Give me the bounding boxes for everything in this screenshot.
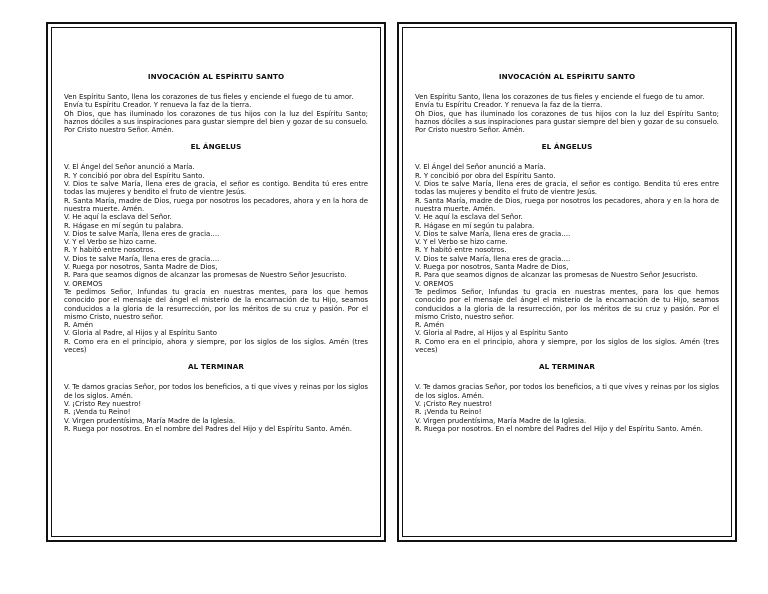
angelus-line: V. Dios te salve María, llena eres de gracia…. <box>415 229 571 238</box>
section-terminar <box>64 362 368 433</box>
invocacion-text <box>415 93 719 134</box>
angelus-line: R. Y habitó entre nosotros. <box>64 246 156 255</box>
angelus-line: R. Para que seamos dignos de alcanzar las promesas de Nuestro Señor Jesucristo. <box>415 271 698 280</box>
prayer-card-right <box>397 22 737 542</box>
angelus-line: V. OREMOS <box>64 279 103 288</box>
prayer-card-inner-border <box>402 27 732 537</box>
prayer-card-inner-border <box>51 27 381 537</box>
section-terminar <box>415 362 719 433</box>
invocacion-line: Oh Dios, que has iluminado los corazones de tus hijos con la luz del Espíritu Santo; haznos dóciles a sus inspiraciones para gustar siempre del bien y gozar de su consuelo. Por Cristo nuestro Señor. Amén. <box>64 109 368 135</box>
angelus-line: V. Y el Verbo se hizo carne. <box>64 238 157 247</box>
angelus-line: Te pedimos Señor, Infundas tu gracia en nuestras mentes, para los que hemos conocido por el mensaje del ángel el misterio de la encarnación de tu Hijo, seamos conducidos a la gloria de la resurrección, por los méritos de su cruz y pasión. Por el mismo Cristo, nuestro señor. <box>64 287 368 321</box>
invocacion-text <box>64 93 368 134</box>
angelus-line: R. Como era en el principio, ahora y siempre, por los siglos de los siglos. Amén (tres veces) <box>415 337 719 355</box>
angelus-line: R. Para que seamos dignos de alcanzar las promesas de Nuestro Señor Jesucristo. <box>64 271 347 280</box>
angelus-title: EL ÁNGELUS <box>541 142 593 152</box>
angelus-line: V. He aquí la esclava del Señor. <box>64 213 172 222</box>
terminar-line: R. Ruega por nosotros. En el nombre del Padres del Hijo y del Espíritu Santo. Amén. <box>64 424 352 433</box>
terminar-title: AL TERMINAR <box>538 362 596 372</box>
angelus-line: R. Y concibió por obra del Espíritu Santo. <box>64 171 205 180</box>
angelus-line: V. Dios te salve María, llena eres de gracia…. <box>64 229 220 238</box>
prayer-card-left <box>46 22 386 542</box>
terminar-line: V. ¡Cristo Rey nuestro! <box>64 399 142 408</box>
invocacion-line: Envía tu Espíritu Creador. Y renueva la faz de la tierra. <box>415 101 603 110</box>
angelus-line: R. Santa María, madre de Dios, ruega por nosotros los pecadores, ahora y en la hora de nuestra muerte. Amén. <box>64 196 368 213</box>
angelus-line: V. He aquí la esclava del Señor. <box>415 213 523 222</box>
terminar-text <box>415 383 719 433</box>
angelus-line: V. Ruega por nosotros, Santa Madre de Dios, <box>415 263 569 272</box>
angelus-line: V. Dios te salve María, llena eres de gracia…. <box>64 254 220 263</box>
angelus-line: V. Dios te salve María, llena eres de gracia, el señor es contigo. Bendita tú eres entre todas las mujeres y bendito el fruto de vientre Jesús. <box>415 180 719 197</box>
angelus-line: V. Dios te salve María, llena eres de gracia…. <box>415 254 571 263</box>
section-invocacion <box>64 72 368 134</box>
terminar-line: V. Te damos gracias Señor, por todos los beneficios, a ti que vives y reinas por los siglos de los siglos. Amén. <box>415 383 719 400</box>
terminar-text <box>64 383 368 433</box>
terminar-line: R. ¡Venda tu Reino! <box>64 408 131 417</box>
angelus-line: V. El Ángel del Señor anunció a María. <box>415 163 546 172</box>
invocacion-line: Envía tu Espíritu Creador. Y renueva la faz de la tierra. <box>64 101 252 110</box>
invocacion-title: INVOCACIÓN AL ESPÍRITU SANTO <box>498 72 636 81</box>
terminar-line: R. Ruega por nosotros. En el nombre del Padres del Hijo y del Espíritu Santo. Amén. <box>415 424 703 433</box>
terminar-line: V. ¡Cristo Rey nuestro! <box>415 399 493 408</box>
angelus-text <box>415 163 719 354</box>
section-angelus <box>415 142 719 354</box>
angelus-line: R. Hágase en mí según tu palabra. <box>64 221 184 230</box>
angelus-line: Te pedimos Señor, Infundas tu gracia en nuestras mentes, para los que hemos conocido por el mensaje del ángel el misterio de la encarnación de tu Hijo, seamos conducidos a la gloria de la resurrección, por los méritos de su cruz y pasión. Por el mismo Cristo, nuestro señor. <box>415 287 719 321</box>
angelus-line: V. Gloria al Padre, al Hijos y al Espíritu Santo <box>64 329 217 338</box>
angelus-line: R. Y habitó entre nosotros. <box>415 246 507 255</box>
angelus-text <box>64 163 368 354</box>
angelus-line: V. Y el Verbo se hizo carne. <box>415 238 508 247</box>
invocacion-title: INVOCACIÓN AL ESPÍRITU SANTO <box>147 72 285 81</box>
angelus-line: R. Santa María, madre de Dios, ruega por nosotros los pecadores, ahora y en la hora de nuestra muerte. Amén. <box>415 196 719 213</box>
angelus-line: V. Gloria al Padre, al Hijos y al Espíritu Santo <box>415 329 568 338</box>
section-angelus <box>64 142 368 354</box>
terminar-line: V. Virgen prudentísima, María Madre de la Iglesia. <box>64 416 236 425</box>
angelus-line: V. El Ángel del Señor anunció a María. <box>64 163 195 172</box>
angelus-line: R. Amén <box>64 321 93 330</box>
terminar-title: AL TERMINAR <box>187 362 245 372</box>
angelus-line: R. Hágase en mí según tu palabra. <box>415 221 535 230</box>
angelus-line: R. Y concibió por obra del Espíritu Santo. <box>415 171 556 180</box>
angelus-line: R. Como era en el principio, ahora y siempre, por los siglos de los siglos. Amén (tres veces) <box>64 337 368 355</box>
angelus-line: V. Dios te salve María, llena eres de gracia, el señor es contigo. Bendita tú eres entre todas las mujeres y bendito el fruto de vientre Jesús. <box>64 180 368 197</box>
invocacion-line: Ven Espíritu Santo, llena los corazones de tus fieles y enciende el fuego de tu amor. <box>415 93 705 101</box>
terminar-line: R. ¡Venda tu Reino! <box>415 408 482 417</box>
invocacion-line: Ven Espíritu Santo, llena los corazones de tus fieles y enciende el fuego de tu amor. <box>64 93 354 101</box>
angelus-line: V. OREMOS <box>415 279 454 288</box>
angelus-line: V. Ruega por nosotros, Santa Madre de Dios, <box>64 263 218 272</box>
terminar-line: V. Virgen prudentísima, María Madre de la Iglesia. <box>415 416 587 425</box>
angelus-title: EL ÁNGELUS <box>190 142 242 152</box>
invocacion-line: Oh Dios, que has iluminado los corazones de tus hijos con la luz del Espíritu Santo; haznos dóciles a sus inspiraciones para gustar siempre del bien y gozar de su consuelo. Por Cristo nuestro Señor. Amén. <box>415 109 719 135</box>
terminar-line: V. Te damos gracias Señor, por todos los beneficios, a ti que vives y reinas por los siglos de los siglos. Amén. <box>64 383 368 400</box>
section-invocacion <box>415 72 719 134</box>
angelus-line: R. Amén <box>415 321 444 330</box>
